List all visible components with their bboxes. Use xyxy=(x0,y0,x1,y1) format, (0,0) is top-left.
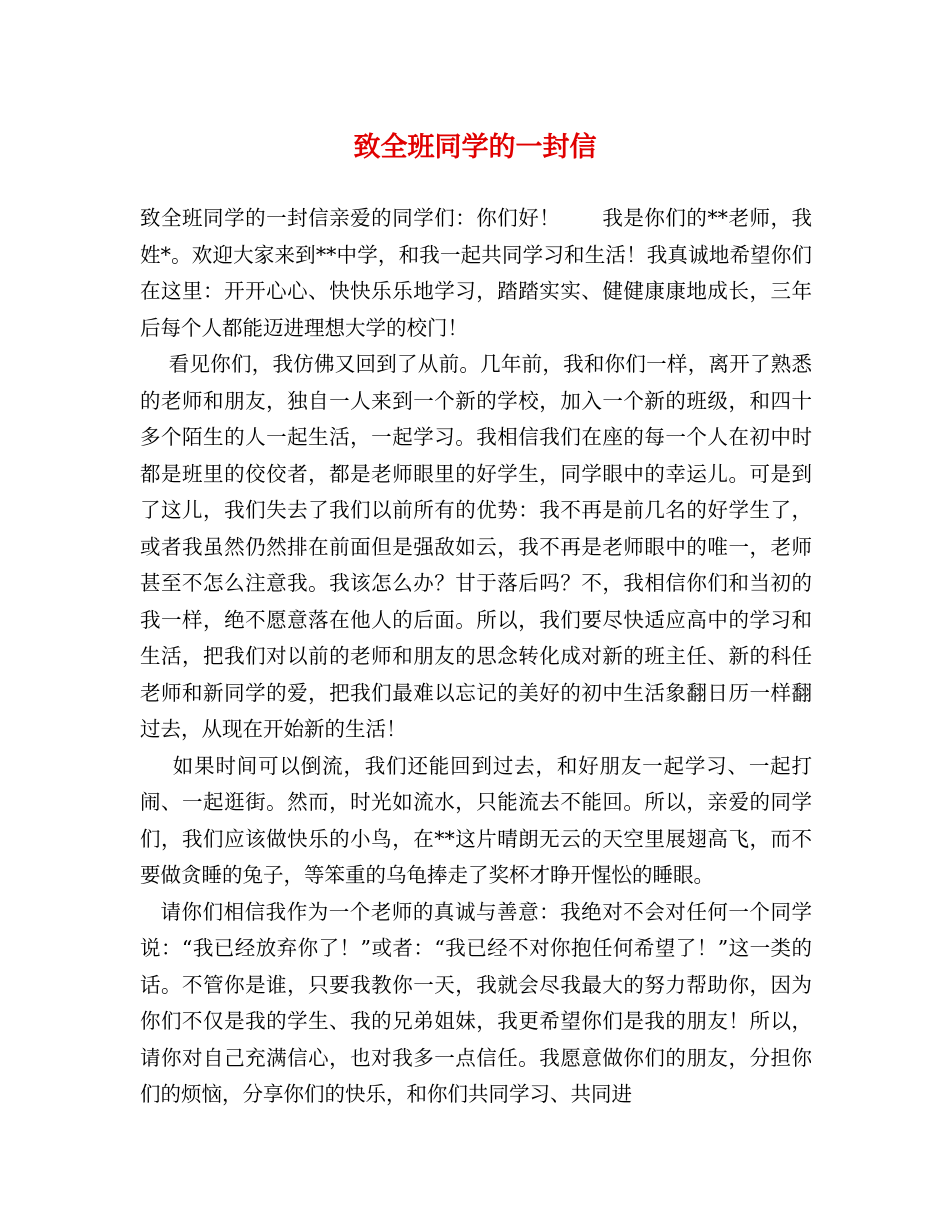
paragraph-2: 看见你们，我仿佛又回到了从前。几年前，我和你们一样，离开了熟悉的老师和朋友，独自一人来到一个新的学校，加入一个新的班级，和四十多个陌生的人一起生活，一起学习。我相信我们在座的每一个人在初中时都是班里的佼佼者，都是老师眼里的好学生，同学眼中的幸运儿。可是到了这儿，我们失去了我们以前所有的优势：我不再是前几名的好学生了，或者我虽然仍然排在前面但是强敌如云，我不再是老师眼中的唯一，老师甚至不怎么注意我。我该怎么办？甘于落后吗？不，我相信你们和当初的我一样，绝不愿意落在他人的后面。所以，我们要尽快适应高中的学习和生活，把我们对以前的老师和朋友的思念转化成对新的班主任、新的科任老师和新同学的爱，把我们最难以忘记的美好的初中生活象翻日历一样翻过去，从现在开始新的生活！ xyxy=(140,352,812,741)
paragraph-4: 请你们相信我作为一个老师的真诚与善意：我绝对不会对任何一个同学说：“我已经放弃你了！”或者：“我已经不对你抱任何希望了！”这一类的话。不管你是谁，只要我教你一天，我就会尽我最大的努力帮助你，因为你们不仅是我的学生、我的兄弟姐妹，我更希望你们是我的朋友！所以，请你对自己充满信心，也对我多一点信任。我愿意做你们的朋友，分担你们的烦恼，分享你们的快乐，和你们共同学习、共同进 xyxy=(140,899,812,1106)
page-title: 致全班同学的一封信 xyxy=(353,132,597,163)
letter-body xyxy=(140,200,812,1113)
paragraph-3: 如果时间可以倒流，我们还能回到过去，和好朋友一起学习、一起打闹、一起逛街。然而，时光如流水，只能流去不能回。所以，亲爱的同学们，我们应该做快乐的小鸟，在**这片晴朗无云的天空里展翅高飞，而不要做贪睡的兔子，等笨重的乌龟捧走了奖杯才睁开惺忪的睡眼。 xyxy=(140,753,812,887)
paragraph-1: 致全班同学的一封信亲爱的同学们：你们好！ 我是你们的**老师，我姓*。欢迎大家来到**中学，和我一起共同学习和生活！我真诚地希望你们在这里：开开心心、快快乐乐地学习，踏踏实实、健健康康地成长，三年后每个人都能迈进理想大学的校门！ xyxy=(140,206,812,340)
